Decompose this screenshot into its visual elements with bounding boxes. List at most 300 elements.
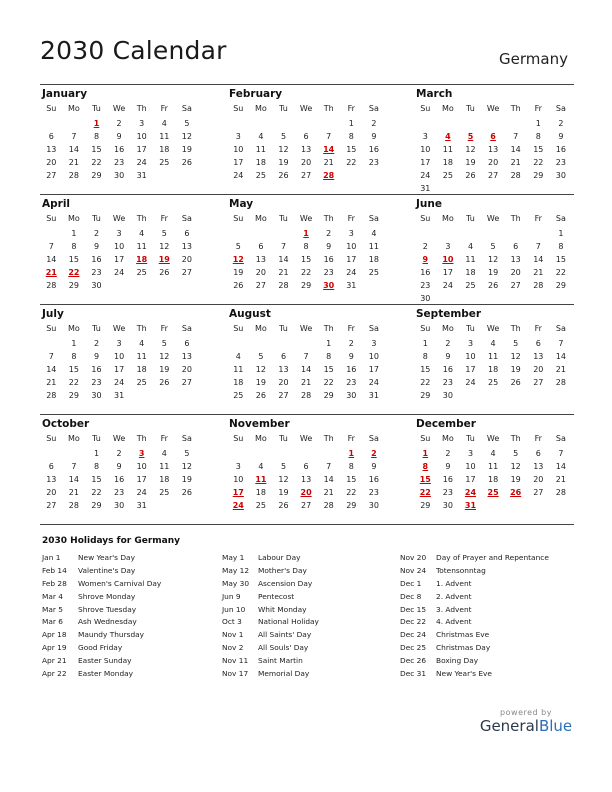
weekday-header: Su (420, 104, 431, 113)
day-cell: 12 (278, 474, 289, 484)
weekday-header: Th (136, 324, 147, 333)
weekday-header: Sa (181, 214, 192, 223)
day-cell: 7 (326, 461, 332, 471)
divider-line (40, 84, 574, 85)
day-cell: 15 (301, 254, 312, 264)
day-cell: 10 (114, 241, 125, 251)
day-cell: 27 (255, 280, 266, 290)
day-cell: 5 (161, 339, 167, 348)
day-cell: 1 (71, 229, 77, 238)
weekday-header: Th (510, 324, 521, 333)
weekday-header: We (299, 324, 313, 333)
month-april (40, 194, 198, 304)
weekday-header: Sa (181, 434, 192, 443)
day-cell: 2 (558, 119, 564, 128)
day-cell: 13 (181, 351, 192, 361)
day-cell: 6 (535, 339, 541, 348)
day-cell: 7 (48, 351, 54, 361)
weekday-header: Su (46, 434, 57, 443)
day-cell: 7 (48, 241, 54, 251)
day-cell: 5 (161, 229, 167, 238)
day-cell: 4 (490, 449, 496, 458)
day-cell: 24 (420, 170, 431, 180)
month-name: June (416, 198, 442, 210)
day-cell: 20 (255, 267, 266, 277)
weekday-header: Sa (368, 324, 379, 333)
weekday-header: Sa (368, 434, 379, 443)
holiday-row (42, 669, 161, 682)
weekday-header: Mo (254, 214, 267, 223)
day-cell: 10 (420, 144, 431, 154)
holiday-row (400, 617, 549, 630)
day-cell: 8 (93, 131, 100, 141)
holiday-day: 1 (348, 449, 355, 458)
day-cell: 28 (301, 390, 312, 400)
day-cell: 18 (255, 157, 266, 167)
weekday-header: Tu (92, 434, 101, 443)
day-cell: 6 (303, 461, 309, 471)
month-september (414, 304, 572, 414)
month-name: October (42, 418, 90, 430)
day-cell: 29 (68, 390, 79, 400)
weekday-header: Th (323, 434, 334, 443)
weekday-header: Fr (160, 104, 168, 113)
day-cell: 13 (301, 474, 312, 484)
day-cell: 15 (91, 144, 102, 154)
weekday-header: We (112, 324, 126, 333)
month-february (227, 84, 385, 194)
holiday-column (42, 553, 161, 682)
weekday-header: Su (420, 434, 431, 443)
weekday-header: We (486, 434, 500, 443)
day-cell: 23 (346, 377, 357, 387)
day-cell: 24 (368, 377, 379, 387)
month-name: July (42, 308, 64, 320)
holiday-day: 1 (303, 229, 309, 238)
holiday-name: Shrove Tuesday (78, 604, 137, 614)
holiday-date: Nov 2 (222, 643, 244, 653)
day-cell: 6 (513, 241, 519, 251)
day-cell: 19 (278, 487, 289, 497)
day-cell: 29 (301, 280, 312, 290)
day-cell: 8 (71, 351, 77, 361)
holiday-row (42, 566, 161, 579)
day-cell: 6 (535, 449, 541, 458)
holiday-name: 2. Advent (436, 591, 472, 601)
day-cell: 1 (93, 449, 100, 458)
day-cell: 9 (93, 351, 100, 361)
holiday-name: All Souls' Day (258, 643, 309, 653)
day-cell: 5 (235, 241, 241, 251)
holiday-date: Dec 15 (400, 604, 427, 614)
day-cell: 31 (136, 170, 147, 180)
weekday-header: Tu (92, 104, 101, 113)
holiday-day: 19 (158, 254, 170, 264)
day-cell: 27 (301, 500, 312, 510)
day-cell: 27 (533, 377, 544, 387)
holiday-day: 11 (255, 474, 267, 484)
day-cell: 31 (136, 500, 147, 510)
day-cell: 9 (445, 461, 451, 471)
day-cell: 4 (467, 241, 474, 251)
holiday-row (42, 592, 161, 605)
weekday-header: Su (46, 214, 57, 223)
holiday-day: 26 (510, 487, 522, 497)
day-cell: 30 (420, 293, 431, 303)
day-cell: 20 (181, 364, 192, 374)
day-cell: 27 (46, 170, 57, 180)
day-cell: 12 (181, 131, 192, 141)
holiday-row (42, 617, 161, 630)
divider-line (40, 414, 574, 415)
day-cell: 6 (48, 461, 54, 471)
weekday-header: Tu (466, 214, 475, 223)
day-cell: 8 (348, 461, 354, 471)
day-cell: 3 (116, 229, 122, 238)
day-cell: 15 (68, 364, 79, 374)
weekday-header: Sa (555, 104, 566, 113)
weekday-header: Fr (160, 434, 168, 443)
holiday-day: 20 (300, 487, 312, 497)
weekday-header: Sa (555, 214, 566, 223)
holiday-day: 2 (371, 449, 377, 458)
weekday-header: Mo (254, 324, 267, 333)
month-january (40, 84, 198, 194)
day-cell: 20 (181, 254, 192, 264)
day-cell: 26 (233, 280, 244, 290)
day-cell: 21 (510, 157, 521, 167)
day-cell: 14 (46, 364, 57, 374)
weekday-header: Fr (160, 214, 168, 223)
day-cell: 10 (114, 351, 125, 361)
day-cell: 22 (91, 157, 102, 167)
holiday-day: 17 (232, 487, 244, 497)
day-cell: 24 (465, 377, 476, 387)
day-cell: 7 (303, 351, 309, 361)
month-name: November (229, 418, 290, 430)
weekday-header: Mo (254, 434, 267, 443)
day-cell: 30 (442, 500, 453, 510)
holiday-name: Christmas Day (436, 643, 491, 653)
day-cell: 25 (488, 377, 499, 387)
day-cell: 30 (114, 170, 125, 180)
day-cell: 28 (510, 170, 521, 180)
day-cell: 27 (510, 280, 521, 290)
weekday-header: Tu (279, 324, 288, 333)
day-cell: 10 (465, 351, 476, 361)
day-cell: 17 (114, 254, 125, 264)
day-cell: 27 (488, 170, 499, 180)
weekday-header: Th (136, 434, 147, 443)
day-cell: 3 (235, 461, 241, 471)
weekday-header: Mo (441, 104, 454, 113)
holiday-day: 22 (419, 487, 431, 497)
day-cell: 17 (465, 364, 476, 374)
day-cell: 2 (445, 449, 451, 458)
day-cell: 22 (533, 157, 544, 167)
day-cell: 26 (181, 487, 192, 497)
day-cell: 23 (323, 267, 334, 277)
weekday-header: We (112, 434, 126, 443)
day-cell: 1 (535, 119, 541, 128)
weekday-header: Mo (441, 324, 454, 333)
day-cell: 17 (368, 364, 379, 374)
day-cell: 7 (71, 461, 77, 471)
holiday-date: Mar 6 (42, 617, 63, 627)
holiday-day: 15 (419, 474, 431, 484)
day-cell: 12 (255, 364, 266, 374)
day-cell: 24 (114, 377, 125, 387)
day-cell: 4 (258, 131, 264, 141)
day-cell: 6 (184, 229, 190, 238)
holiday-row (222, 643, 319, 656)
holiday-name: Memorial Day (258, 669, 310, 679)
day-cell: 3 (116, 339, 122, 348)
day-cell: 14 (323, 474, 334, 484)
day-cell: 25 (442, 170, 453, 180)
holiday-day: 9 (422, 254, 429, 264)
day-cell: 24 (233, 170, 244, 180)
day-cell: 28 (555, 377, 566, 387)
day-cell: 2 (116, 449, 122, 458)
day-cell: 17 (346, 254, 357, 264)
day-cell: 19 (510, 364, 521, 374)
holiday-row (42, 643, 161, 656)
weekday-header: Fr (534, 214, 542, 223)
holiday-date: Jan 1 (42, 553, 61, 562)
holidays-title: 2030 Holidays for Germany (42, 536, 180, 546)
day-cell: 20 (488, 157, 499, 167)
weekday-header: Fr (534, 434, 542, 443)
weekday-header: Mo (67, 434, 80, 443)
holiday-name: Ash Wednesday (78, 617, 137, 627)
day-cell: 19 (233, 267, 244, 277)
holiday-row (222, 605, 319, 618)
weekday-header: Mo (441, 214, 454, 223)
day-cell: 4 (139, 339, 145, 348)
weekday-header: Su (233, 214, 244, 223)
day-cell: 7 (558, 449, 564, 458)
weekday-header: We (486, 104, 500, 113)
day-cell: 8 (93, 461, 100, 471)
day-cell: 10 (346, 241, 357, 251)
day-cell: 18 (159, 474, 170, 484)
day-cell: 3 (348, 229, 354, 238)
day-cell: 13 (301, 144, 312, 154)
holiday-date: Mar 4 (42, 591, 63, 601)
day-cell: 9 (558, 131, 564, 141)
weekday-header: Tu (279, 434, 288, 443)
day-cell: 9 (116, 461, 122, 471)
weekday-header: Th (136, 214, 147, 223)
day-cell: 13 (278, 364, 289, 374)
day-cell: 15 (533, 144, 544, 154)
day-cell: 31 (346, 280, 357, 290)
weekday-header: Su (46, 324, 57, 333)
brand-logo (476, 708, 576, 735)
day-cell: 30 (91, 390, 102, 400)
weekday-header: We (299, 104, 313, 113)
day-cell: 19 (255, 377, 266, 387)
day-cell: 29 (68, 280, 79, 290)
holiday-day: 10 (442, 254, 454, 264)
day-cell: 7 (280, 241, 287, 251)
day-cell: 29 (346, 500, 357, 510)
day-cell: 19 (488, 267, 499, 277)
day-cell: 26 (488, 280, 499, 290)
day-cell: 7 (513, 131, 519, 141)
day-cell: 21 (68, 157, 79, 167)
weekday-header: Sa (555, 434, 566, 443)
day-cell: 25 (136, 267, 147, 277)
day-cell: 2 (371, 119, 377, 128)
day-cell: 3 (467, 339, 474, 348)
day-cell: 9 (116, 131, 122, 141)
day-cell: 21 (323, 487, 334, 497)
holiday-date: Nov 20 (400, 553, 427, 562)
day-cell: 27 (46, 500, 57, 510)
holiday-name: Pentecost (258, 591, 295, 601)
weekday-header: We (112, 104, 126, 113)
holiday-name: Labour Day (258, 553, 301, 562)
day-cell: 16 (114, 144, 125, 154)
day-cell: 28 (555, 487, 566, 497)
weekday-header: Tu (466, 324, 475, 333)
day-cell: 8 (71, 241, 77, 251)
day-cell: 29 (420, 500, 431, 510)
day-cell: 17 (442, 267, 453, 277)
day-cell: 15 (68, 254, 79, 264)
day-cell: 20 (46, 487, 57, 497)
day-cell: 20 (533, 474, 544, 484)
day-cell: 31 (420, 183, 431, 193)
holiday-date: Apr 19 (42, 643, 67, 653)
holiday-day: 21 (45, 267, 57, 277)
day-cell: 24 (346, 267, 357, 277)
day-cell: 2 (116, 119, 122, 128)
day-cell: 25 (233, 390, 244, 400)
month-name: September (416, 308, 482, 320)
day-cell: 20 (533, 364, 544, 374)
day-cell: 31 (114, 390, 125, 400)
weekday-header: Tu (279, 104, 288, 113)
day-cell: 25 (255, 500, 266, 510)
holiday-day: 6 (490, 131, 496, 141)
day-cell: 14 (68, 474, 79, 484)
day-cell: 9 (326, 241, 332, 251)
day-cell: 12 (181, 461, 192, 471)
weekday-header: Fr (347, 104, 355, 113)
holiday-day: 1 (93, 119, 100, 128)
day-cell: 6 (258, 241, 264, 251)
holiday-day: 31 (464, 500, 477, 510)
day-cell: 12 (488, 254, 499, 264)
weekday-header: Su (233, 434, 244, 443)
day-cell: 12 (510, 351, 521, 361)
day-cell: 16 (555, 144, 566, 154)
day-cell: 19 (465, 157, 476, 167)
weekday-header: Th (323, 104, 334, 113)
holiday-date: Oct 3 (222, 617, 242, 627)
day-cell: 15 (420, 364, 431, 374)
day-cell: 26 (510, 377, 521, 387)
day-cell: 30 (555, 170, 566, 180)
holiday-row (400, 592, 549, 605)
day-cell: 18 (488, 364, 499, 374)
day-cell: 9 (445, 351, 451, 361)
weekday-header: Mo (67, 324, 80, 333)
month-name: December (416, 418, 476, 430)
holiday-row (222, 592, 319, 605)
holiday-name: Totensonntag (436, 565, 486, 575)
day-cell: 12 (159, 241, 170, 251)
day-cell: 4 (235, 351, 241, 361)
weekday-header: We (486, 324, 500, 333)
holiday-row (222, 579, 319, 592)
weekday-header: Th (323, 214, 334, 223)
day-cell: 21 (68, 487, 79, 497)
weekday-header: Sa (368, 214, 379, 223)
day-cell: 24 (136, 157, 147, 167)
holiday-name: Mother's Day (258, 565, 307, 575)
holiday-day: 12 (232, 254, 244, 264)
weekday-header: Sa (181, 104, 192, 113)
month-june (414, 194, 572, 304)
day-cell: 8 (558, 241, 564, 251)
day-cell: 9 (348, 351, 354, 361)
day-cell: 21 (533, 267, 544, 277)
holiday-name: Valentine's Day (78, 565, 136, 575)
holiday-date: Apr 21 (42, 656, 67, 666)
holiday-date: Dec 8 (400, 591, 422, 601)
day-cell: 17 (136, 144, 147, 154)
day-cell: 14 (301, 364, 312, 374)
day-cell: 12 (465, 144, 476, 154)
weekday-header: Th (136, 104, 147, 113)
day-cell: 11 (159, 461, 170, 471)
weekday-header: Th (510, 434, 521, 443)
day-cell: 15 (555, 254, 566, 264)
day-cell: 25 (159, 487, 170, 497)
holiday-name: 3. Advent (436, 604, 472, 614)
day-cell: 18 (136, 364, 147, 374)
holiday-date: May 1 (222, 553, 245, 562)
weekday-header: Fr (160, 324, 168, 333)
day-cell: 14 (68, 144, 79, 154)
holiday-name: Saint Martin (258, 656, 303, 666)
day-cell: 3 (422, 131, 428, 141)
holiday-day: 3 (138, 449, 145, 458)
day-cell: 19 (278, 157, 289, 167)
day-cell: 23 (420, 280, 431, 290)
holiday-name: Women's Carnival Day (78, 578, 162, 588)
divider-line (40, 194, 574, 195)
holiday-date: Jun 9 (222, 591, 241, 601)
month-november (227, 414, 385, 524)
day-cell: 22 (68, 377, 79, 387)
day-cell: 23 (555, 157, 566, 167)
day-cell: 14 (46, 254, 57, 264)
day-cell: 20 (301, 157, 312, 167)
holiday-day: 24 (232, 500, 244, 510)
day-cell: 19 (159, 364, 170, 374)
weekday-header: Mo (67, 104, 80, 113)
holiday-day: 14 (323, 144, 335, 154)
day-cell: 21 (278, 267, 289, 277)
day-cell: 29 (533, 170, 544, 180)
day-cell: 16 (442, 364, 453, 374)
day-cell: 16 (346, 364, 357, 374)
